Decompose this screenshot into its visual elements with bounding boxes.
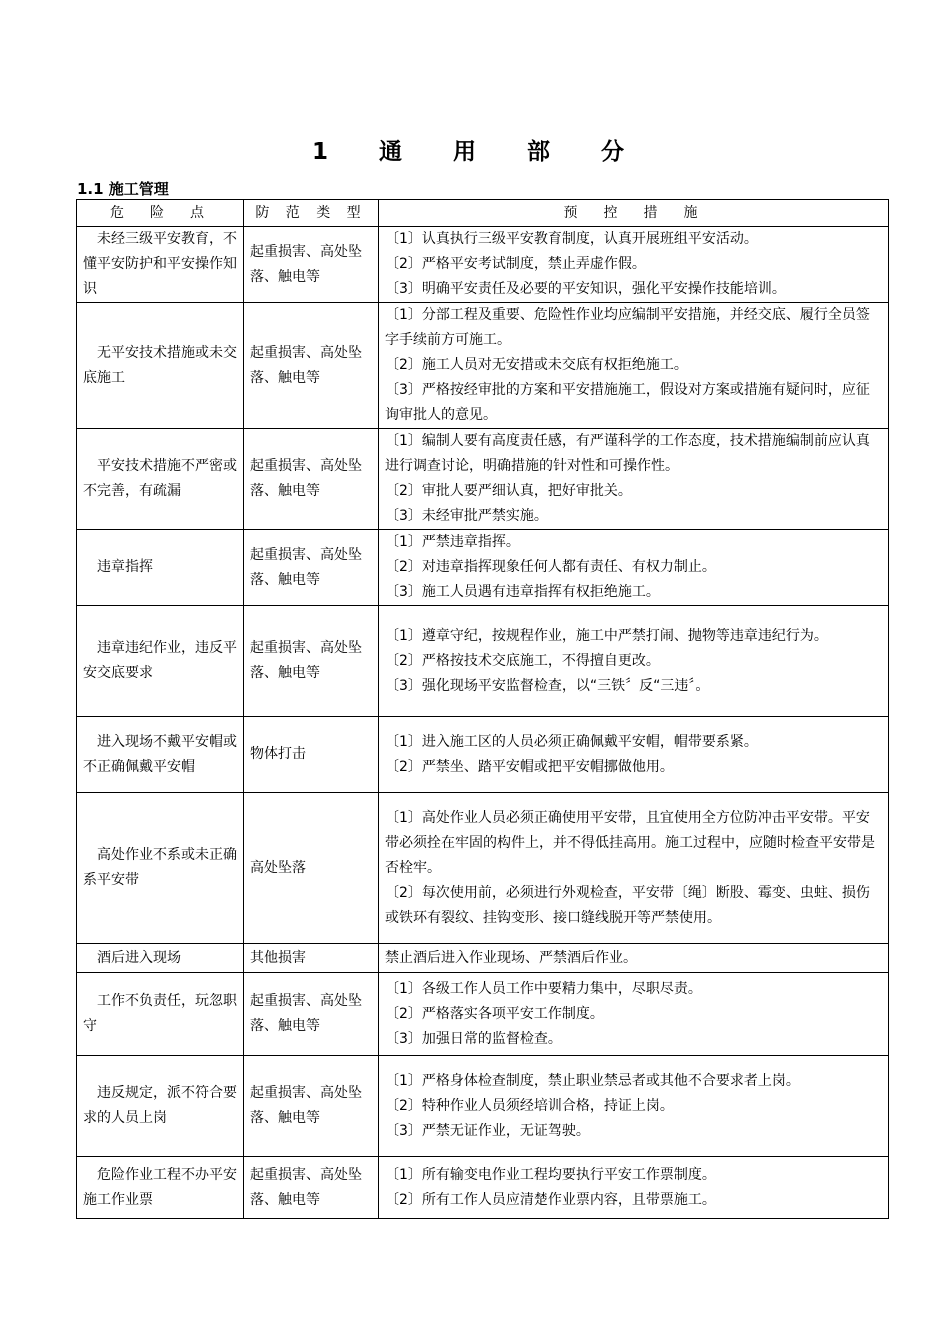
measures-cell [379, 227, 889, 303]
type-cell: 起重损害、高处坠落、触电等 [244, 973, 379, 1056]
hazard-cell: 酒后进入现场 [77, 944, 244, 973]
table-row [77, 303, 889, 429]
table-row [77, 530, 889, 606]
measure-item: 〔1〕所有输变电作业工程均要执行平安工作票制度。 [385, 1166, 716, 1183]
section-title: 1.1 施工管理 [77, 180, 169, 198]
measure-item: 〔3〕未经审批严禁实施。 [385, 508, 548, 524]
measures-cell [379, 303, 889, 429]
measure-item: 〔2〕严格平安考试制度，禁止弄虚作假。 [385, 256, 646, 272]
measures-cell [379, 1157, 889, 1219]
table-row [77, 606, 889, 717]
measure-item: 〔2〕特种作业人员须经培训合格，持证上岗。 [385, 1097, 674, 1114]
hazard-cell: 高处作业不系或未正确系平安带 [77, 793, 244, 944]
measure-item: 〔1〕分部工程及重要、危险性作业均应编制平安措施，并经交底、履行全员签字手续前方可施工。 [385, 307, 870, 348]
measure-item: 〔2〕严格按技术交底施工，不得擅自更改。 [385, 652, 660, 669]
measure-item: 〔3〕施工人员遇有违章指挥有权拒绝施工。 [385, 584, 660, 600]
type-cell: 起重损害、高处坠落、触电等 [244, 1157, 379, 1219]
table-row [77, 1157, 889, 1219]
hazard-cell: 平安技术措施不严密或不完善，有疏漏 [77, 429, 244, 530]
table-row [77, 227, 889, 303]
measure-item: 〔3〕严格按经审批的方案和平安措施施工，假设对方案或措施有疑问时，应征询审批人的意见。 [385, 382, 870, 423]
table-row [77, 944, 889, 973]
hazard-cell: 未经三级平安教育，不懂平安防护和平安操作知识 [77, 227, 244, 303]
type-cell: 起重损害、高处坠落、触电等 [244, 429, 379, 530]
measure-item: 〔2〕严格落实各项平安工作制度。 [385, 1005, 604, 1022]
measures-cell [379, 530, 889, 606]
measure-item: 〔3〕严禁无证作业，无证驾驶。 [385, 1122, 590, 1139]
hazard-control-table [76, 199, 889, 1219]
hazard-cell: 无平安技术措施或未交底施工 [77, 303, 244, 429]
hazard-cell: 危险作业工程不办平安施工作业票 [77, 1157, 244, 1219]
hazard-cell: 违章指挥 [77, 530, 244, 606]
table-row [77, 1056, 889, 1157]
type-cell: 起重损害、高处坠落、触电等 [244, 530, 379, 606]
measure-item: 〔2〕每次使用前，必须进行外观检查，平安带〔绳〕断股、霉变、虫蛀、损伤或铁环有裂纹、挂钩变形、接口缝线脱开等严禁使用。 [385, 884, 870, 926]
measures-cell [379, 1056, 889, 1157]
type-cell: 起重损害、高处坠落、触电等 [244, 303, 379, 429]
measure-item: 〔1〕各级工作人员工作中要精力集中，尽职尽责。 [385, 980, 702, 997]
chapter-title: 1 通 用 部 分 [311, 139, 638, 165]
table-row [77, 717, 889, 793]
header-measures: 预 控 措 施 [379, 200, 889, 227]
hazard-cell: 工作不负责任，玩忽职守 [77, 973, 244, 1056]
measure-item: 禁止酒后进入作业现场、严禁酒后作业。 [385, 949, 637, 966]
header-hazard: 危 险 点 [77, 200, 244, 227]
type-cell: 其他损害 [244, 944, 379, 973]
measure-item: 〔3〕强化现场平安监督检查，以“三铁〞反“三违〞。 [385, 677, 710, 694]
hazard-cell: 违章违纪作业，违反平安交底要求 [77, 606, 244, 717]
hazard-cell: 违反规定，派不符合要求的人员上岗 [77, 1056, 244, 1157]
measure-item: 〔2〕严禁坐、踏平安帽或把平安帽挪做他用。 [385, 758, 674, 775]
measure-item: 〔1〕高处作业人员必须正确使用平安带，且宜使用全方位防冲击平安带。平安带必须拴在牢固的构件上，并不得低挂高用。施工过程中，应随时检查平安带是否栓牢。 [385, 809, 875, 876]
measure-item: 〔2〕所有工作人员应清楚作业票内容，且带票施工。 [385, 1191, 716, 1208]
measure-item: 〔1〕编制人要有高度责任感，有严谨科学的工作态度，技术措施编制前应认真进行调查讨论，明确措施的针对性和可操作性。 [385, 433, 870, 474]
measures-cell [379, 973, 889, 1056]
hazard-cell: 进入现场不戴平安帽或不正确佩戴平安帽 [77, 717, 244, 793]
measures-cell [379, 429, 889, 530]
table-row [77, 429, 889, 530]
type-cell: 起重损害、高处坠落、触电等 [244, 1056, 379, 1157]
type-cell: 高处坠落 [244, 793, 379, 944]
measure-item: 〔1〕遵章守纪，按规程作业，施工中严禁打闹、抛物等违章违纪行为。 [385, 627, 828, 644]
measures-cell [379, 944, 889, 973]
measure-item: 〔3〕加强日常的监督检查。 [385, 1030, 562, 1047]
table-header-row [77, 200, 889, 227]
measures-cell [379, 606, 889, 717]
type-cell: 物体打击 [244, 717, 379, 793]
type-cell: 起重损害、高处坠落、触电等 [244, 227, 379, 303]
table-row [77, 973, 889, 1056]
measure-item: 〔2〕施工人员对无安措或未交底有权拒绝施工。 [385, 357, 688, 373]
measure-item: 〔1〕进入施工区的人员必须正确佩戴平安帽，帽带要系紧。 [385, 733, 758, 750]
measure-item: 〔3〕明确平安责任及必要的平安知识，强化平安操作技能培训。 [385, 281, 786, 297]
measure-item: 〔1〕认真执行三级平安教育制度，认真开展班组平安活动。 [385, 231, 758, 247]
measures-cell [379, 717, 889, 793]
measure-item: 〔1〕严格身体检查制度，禁止职业禁忌者或其他不合要求者上岗。 [385, 1072, 800, 1089]
table-row [77, 793, 889, 944]
measures-cell [379, 793, 889, 944]
measure-item: 〔1〕严禁违章指挥。 [385, 534, 520, 550]
measure-item: 〔2〕审批人要严细认真，把好审批关。 [385, 483, 632, 499]
type-cell: 起重损害、高处坠落、触电等 [244, 606, 379, 717]
header-type: 防 范 类 型 [244, 200, 379, 227]
measure-item: 〔2〕对违章指挥现象任何人都有责任、有权力制止。 [385, 559, 716, 575]
